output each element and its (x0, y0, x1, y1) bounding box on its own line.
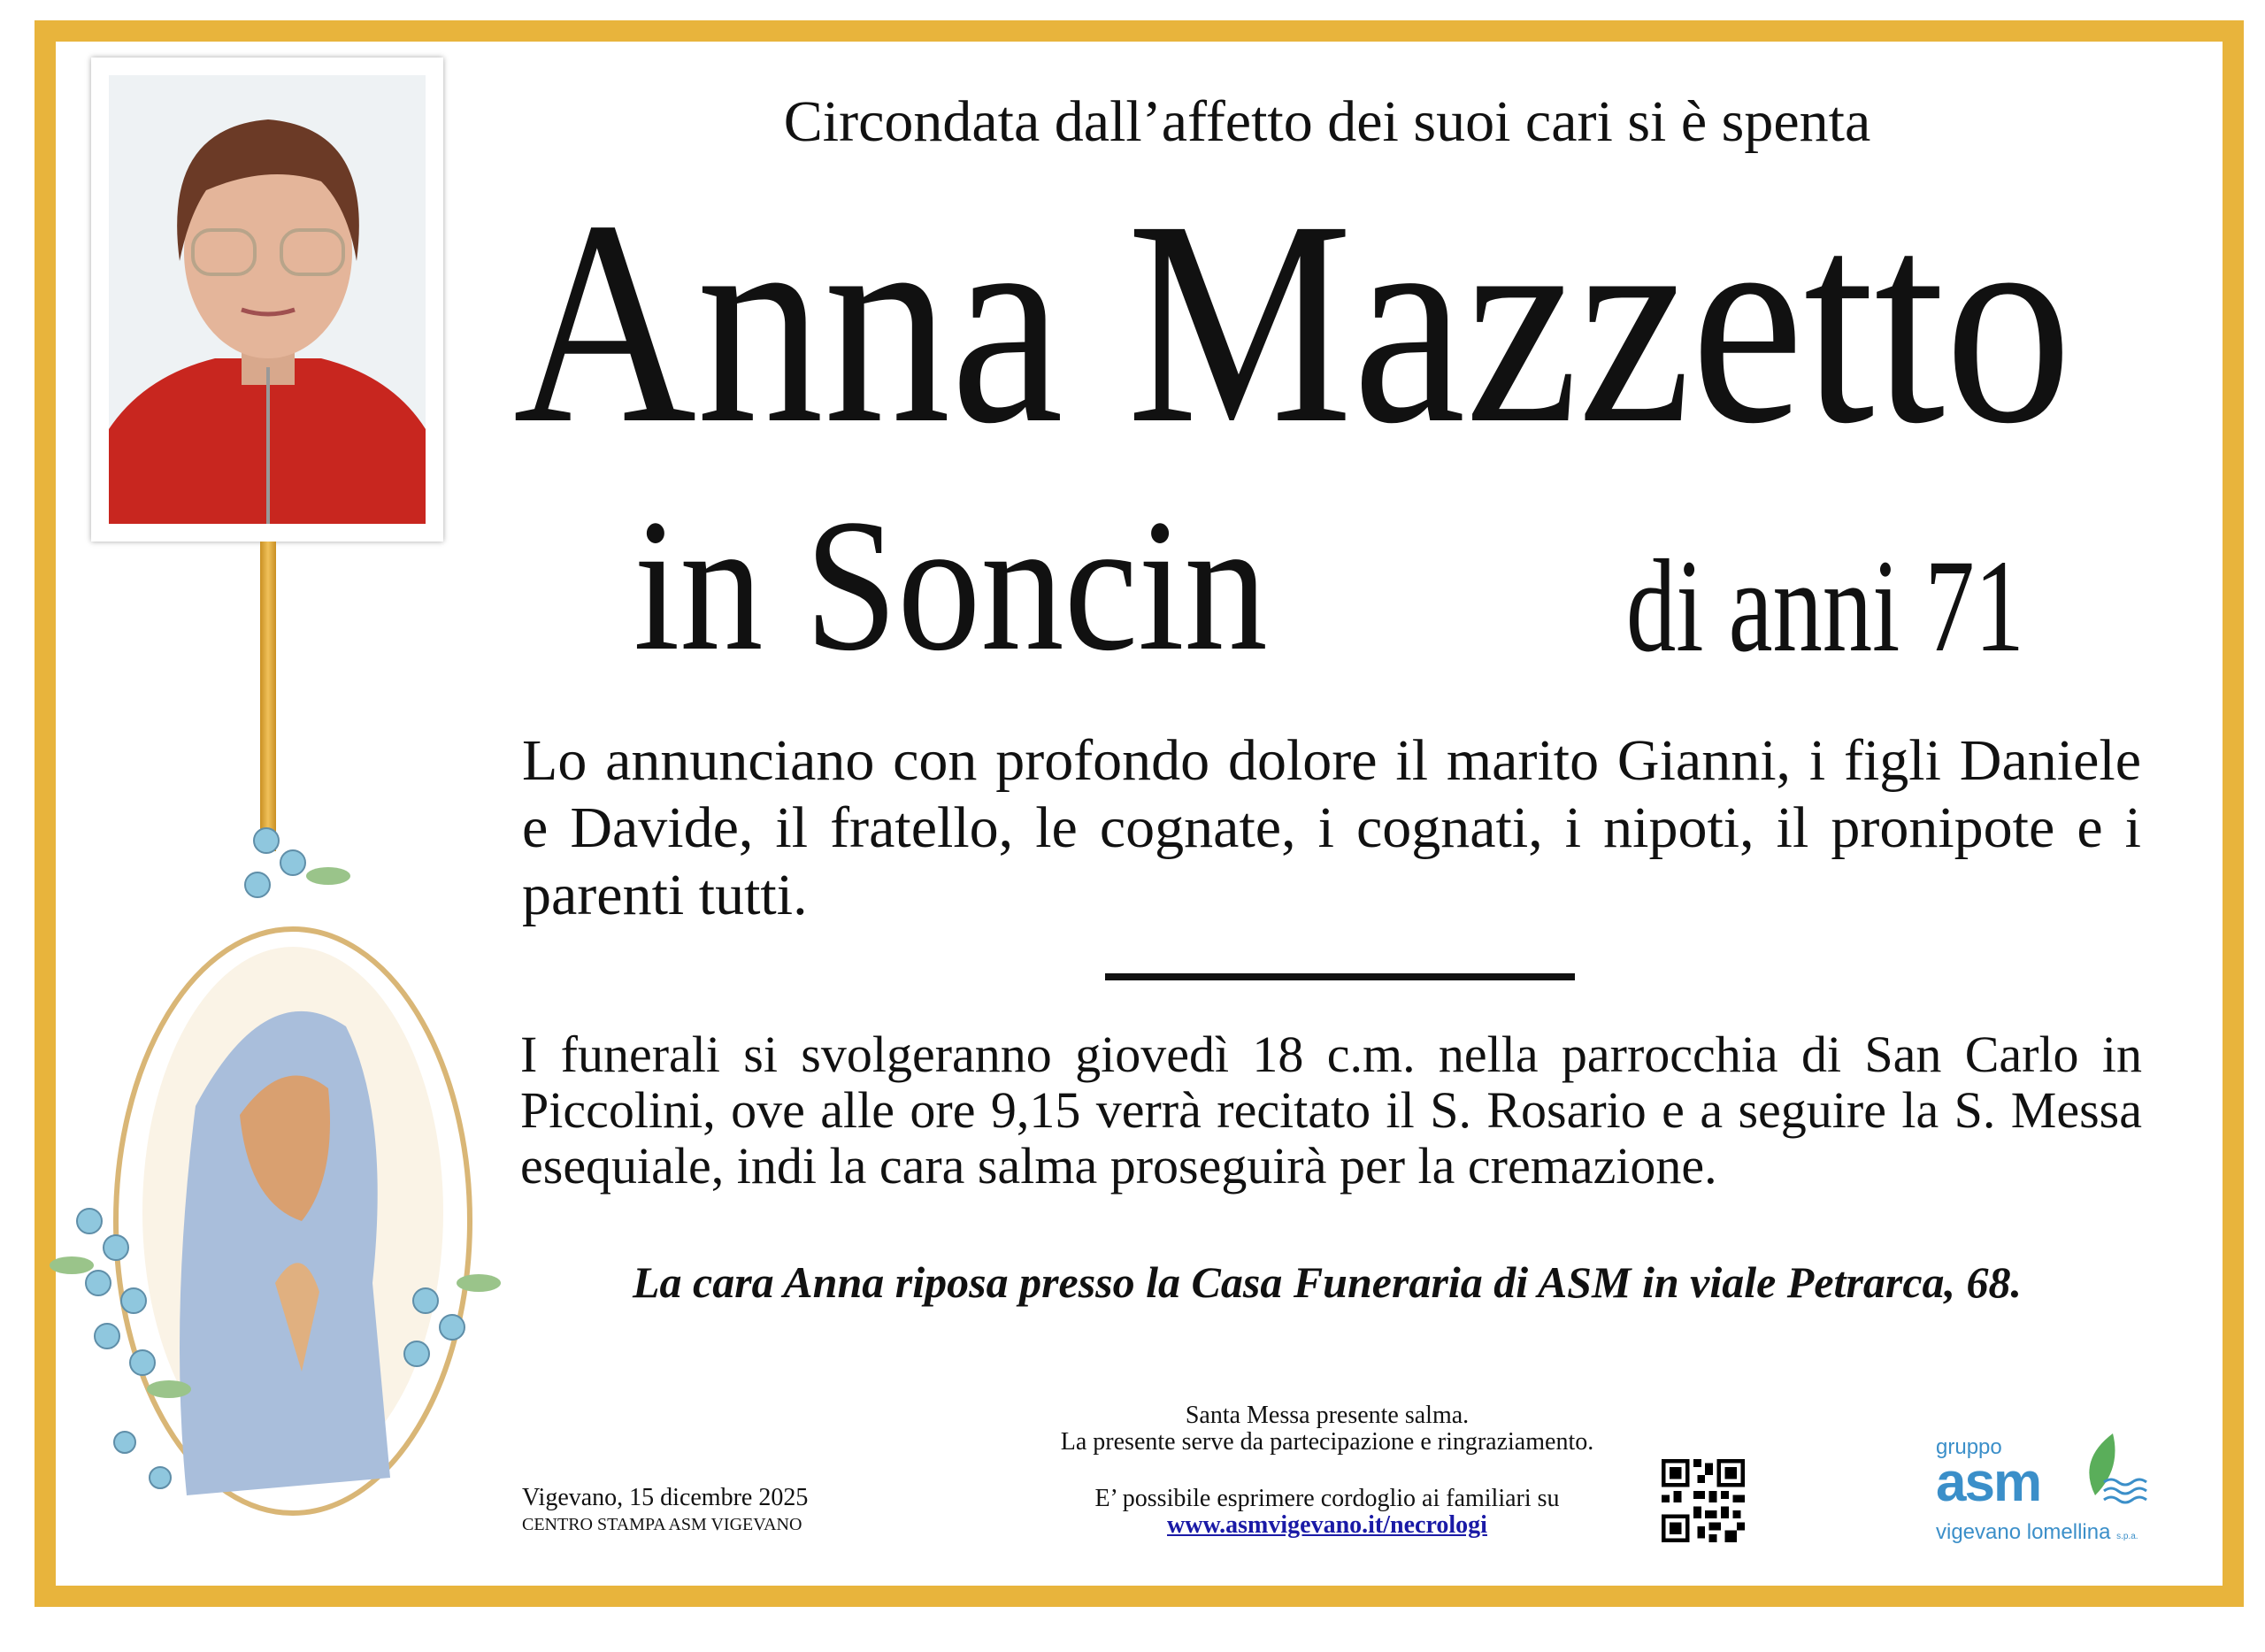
qr-code[interactable] (1662, 1459, 1745, 1542)
divider (1105, 973, 1575, 980)
married-name: in Soncin (633, 480, 1268, 690)
resting-place: La cara Anna riposa presso la Casa Funeraria di ASM in viale Petrarca, 68. (632, 1257, 2023, 1307)
printer: CENTRO STAMPA ASM VIGEVANO (522, 1515, 802, 1534)
funeral-details: I funerali si svolgeranno giovedì 18 c.m. nella parrocchia di San Carlo in Piccolini, ove alle ore 9,15 verrà recitato il S. Rosario e a seguire la S. Messa esequiale, indi la cara salma proseguirà per la cremazione. (520, 1026, 2142, 1195)
footer-line1: Santa Messa presente salma. (1185, 1402, 1470, 1429)
logo-bottom: vigevano lomellina (1936, 1520, 2111, 1544)
announcement-text: Lo annunciano con profondo dolore il marito Gianni, i figli Daniele e Davide, il fratello, le cognate, i cognati, i nipoti, il pronipote e i parenti tutti. (522, 728, 2141, 927)
logo-main: asm (1936, 1452, 2041, 1513)
logo-top: gruppo (1936, 1435, 2002, 1459)
intro-text: Circondata dall’affetto dei suoi cari si è spenta (783, 89, 1871, 154)
deceased-name: Anna Mazzetto (513, 161, 2072, 484)
asm-logo (1936, 1433, 2148, 1548)
place-date: Vigevano, 15 dicembre 2025 (522, 1484, 809, 1511)
logo-suffix: s.p.a. (2116, 1532, 2138, 1541)
deceased-photo (91, 58, 443, 542)
necrologi-link[interactable]: www.asmvigevano.it/necrologi (1167, 1511, 1487, 1539)
portrait-image (109, 75, 426, 524)
leaf-wave-icon (2060, 1433, 2148, 1522)
place-date-block (522, 1485, 808, 1538)
age: di anni 71 (1626, 533, 2024, 680)
footer-line3: E’ possibile esprimere cordoglio ai familiari su (1094, 1485, 1560, 1512)
footer-notes (973, 1402, 1681, 1539)
gold-ribbon (260, 542, 276, 851)
footer-line2: La presente serve da partecipazione e ringraziamento. (1060, 1428, 1594, 1456)
madonna-illustration (36, 823, 549, 1557)
